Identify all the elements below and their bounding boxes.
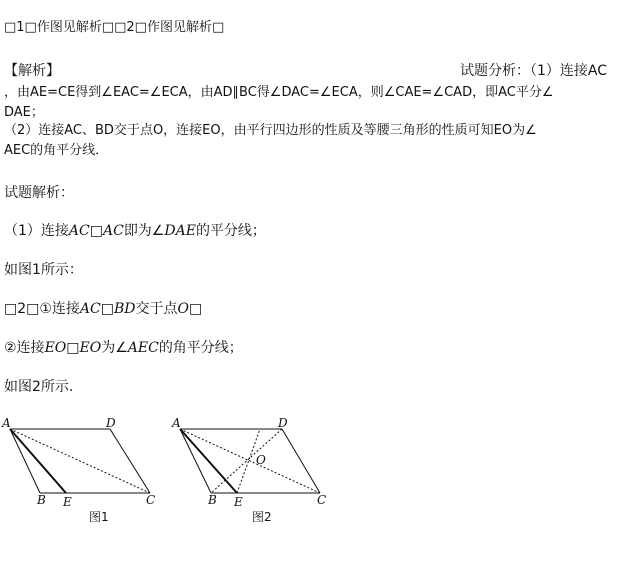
diagonal-bd: [211, 429, 282, 493]
step-2b: ②连接EO□EO为∠AEC的角平分线；: [4, 340, 243, 356]
label-o: O: [256, 453, 266, 467]
diagonal-ac: [10, 429, 150, 493]
label-a: A: [2, 416, 11, 430]
analysis-paragraph-1b: DAE；: [4, 105, 44, 120]
figure-1-diagram: [0, 414, 170, 529]
analysis-tag: 【解析】: [4, 63, 60, 79]
label-d: D: [106, 416, 116, 430]
side-ab: [10, 429, 40, 493]
label-e: E: [63, 495, 72, 509]
figure-2-reference: 如图2所示．: [4, 379, 83, 395]
figure-1-reference: 如图1所示：: [4, 262, 83, 278]
solution-title: 试题解析：: [4, 185, 74, 201]
label-b: B: [208, 493, 217, 507]
analysis-paragraph-2b: AEC的角平分线．: [4, 143, 109, 158]
label-e: E: [234, 495, 243, 509]
segment-ae: [180, 429, 237, 493]
figure-2-diagram: [170, 414, 345, 529]
label-b: B: [37, 493, 46, 507]
segment-ae: [10, 429, 66, 493]
answer-line: □1□作图见解析□□2□作图见解析□: [4, 20, 225, 35]
analysis-title: 试题分析：（1）连接AC: [460, 63, 608, 79]
label-c: C: [146, 493, 156, 507]
analysis-paragraph-1a: ，由AE=CE得到∠EAC=∠ECA，由AD∥BC得∠DAC=∠ECA，则∠CAE=∠CAD，即AC平分∠: [4, 85, 554, 100]
side-dc: [282, 429, 320, 493]
step-2a: □2□①连接AC□BD交于点O□: [4, 301, 203, 317]
side-ab: [180, 429, 211, 493]
figure-1-caption: 图1: [89, 510, 109, 524]
side-dc: [110, 429, 150, 493]
analysis-paragraph-2a: （2）连接AC、BD交于点O，连接EO，由平行四边形的性质及等腰三角形的性质可知EO为∠: [4, 123, 537, 138]
label-a: A: [172, 416, 181, 430]
diagonal-ac: [180, 429, 320, 493]
figure-2-caption: 图2: [252, 510, 272, 524]
label-d: D: [278, 416, 288, 430]
step-1: （1）连接AC□AC即为∠DAE的平分线；: [4, 223, 266, 239]
label-c: C: [317, 493, 327, 507]
